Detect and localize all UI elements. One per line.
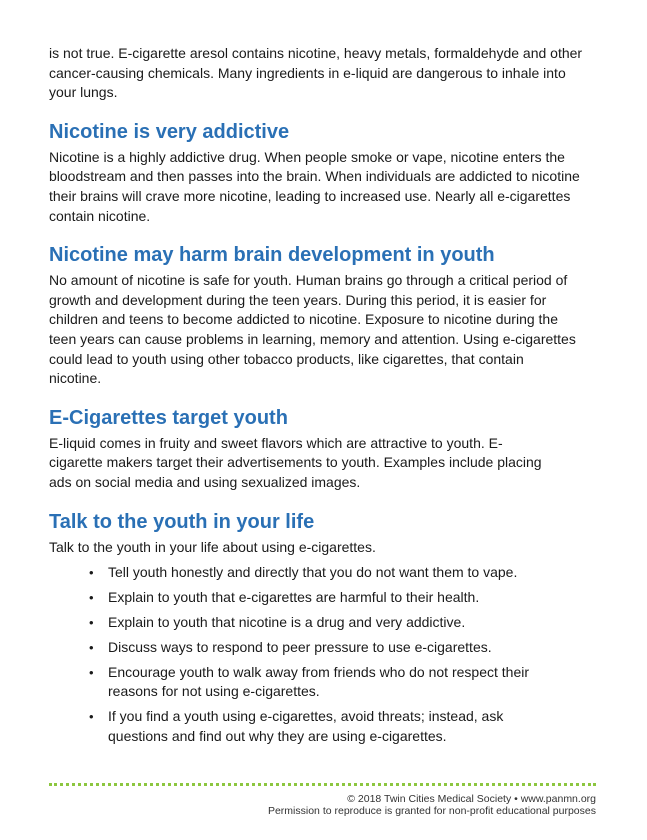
heading-nicotine-addictive: Nicotine is very addictive bbox=[49, 120, 290, 143]
tips-list bbox=[49, 563, 601, 746]
paragraph-nicotine-addictive: Nicotine is a highly addictive drug. When people smoke or vape, nicotine enters the bloodstream and then passes into the brain. When individuals are addicted to nicotine their brains will crave more nicotine, leading to increased use. Nearly all e-cigarettes contain nicotine. bbox=[49, 148, 580, 224]
list-item: • Tell youth honestly and directly that you do not want them to vape. bbox=[89, 563, 601, 583]
paragraph-brain-development: No amount of nicotine is safe for youth. Human brains go through a critical period of growth and development during the teen years. During this period, it is easier for children and teens to become addicted to nicotine. Exposure to nicotine during the teen years can cause problems in learning, memory and attention. Using e-cigarettes could lead to youth using other tobacco products, like cigarettes, that contain nicotine. bbox=[49, 272, 576, 387]
intro-paragraph: is not true. E-cigarette aresol contains nicotine, heavy metals, formaldehyde and other cancer-causing chemicals. Many ingredients in e-liquid are dangerous to inhale into your lungs. bbox=[49, 45, 583, 101]
footer bbox=[268, 793, 596, 817]
paragraph-talk-to-youth: Talk to the youth in your life about using e-cigarettes. bbox=[49, 538, 376, 555]
list-item: • If you find a youth using e-cigarettes, avoid threats; instead, ask questions and find out why they are using e-cigarettes. bbox=[89, 707, 528, 746]
footer-divider bbox=[49, 783, 596, 786]
list-item: • Explain to youth that nicotine is a drug and very addictive. bbox=[89, 613, 601, 633]
list-item: • Explain to youth that e-cigarettes are harmful to their health. bbox=[89, 588, 601, 608]
list-item: • Discuss ways to respond to peer pressure to use e-cigarettes. bbox=[89, 638, 601, 658]
heading-brain-development: Nicotine may harm brain development in youth bbox=[49, 244, 495, 267]
list-item: • Encourage youth to walk away from friends who do not respect their reasons for not using e-cigarettes. bbox=[89, 663, 578, 702]
heading-talk-to-youth: Talk to the youth in your life bbox=[49, 510, 315, 533]
paragraph-target-youth: E-liquid comes in fruity and sweet flavors which are attractive to youth. E-cigarette makers target their advertisements to youth. Examples include placing ads on social media and using sexualized images. bbox=[49, 434, 542, 490]
footer-permission: Permission to reproduce is granted for non-profit educational purposes bbox=[267, 805, 596, 817]
document-body bbox=[49, 44, 601, 752]
footer-copyright: © 2018 Twin Cities Medical Society • www.panmn.org bbox=[347, 793, 596, 805]
heading-target-youth: E-Cigarettes target youth bbox=[49, 406, 288, 429]
